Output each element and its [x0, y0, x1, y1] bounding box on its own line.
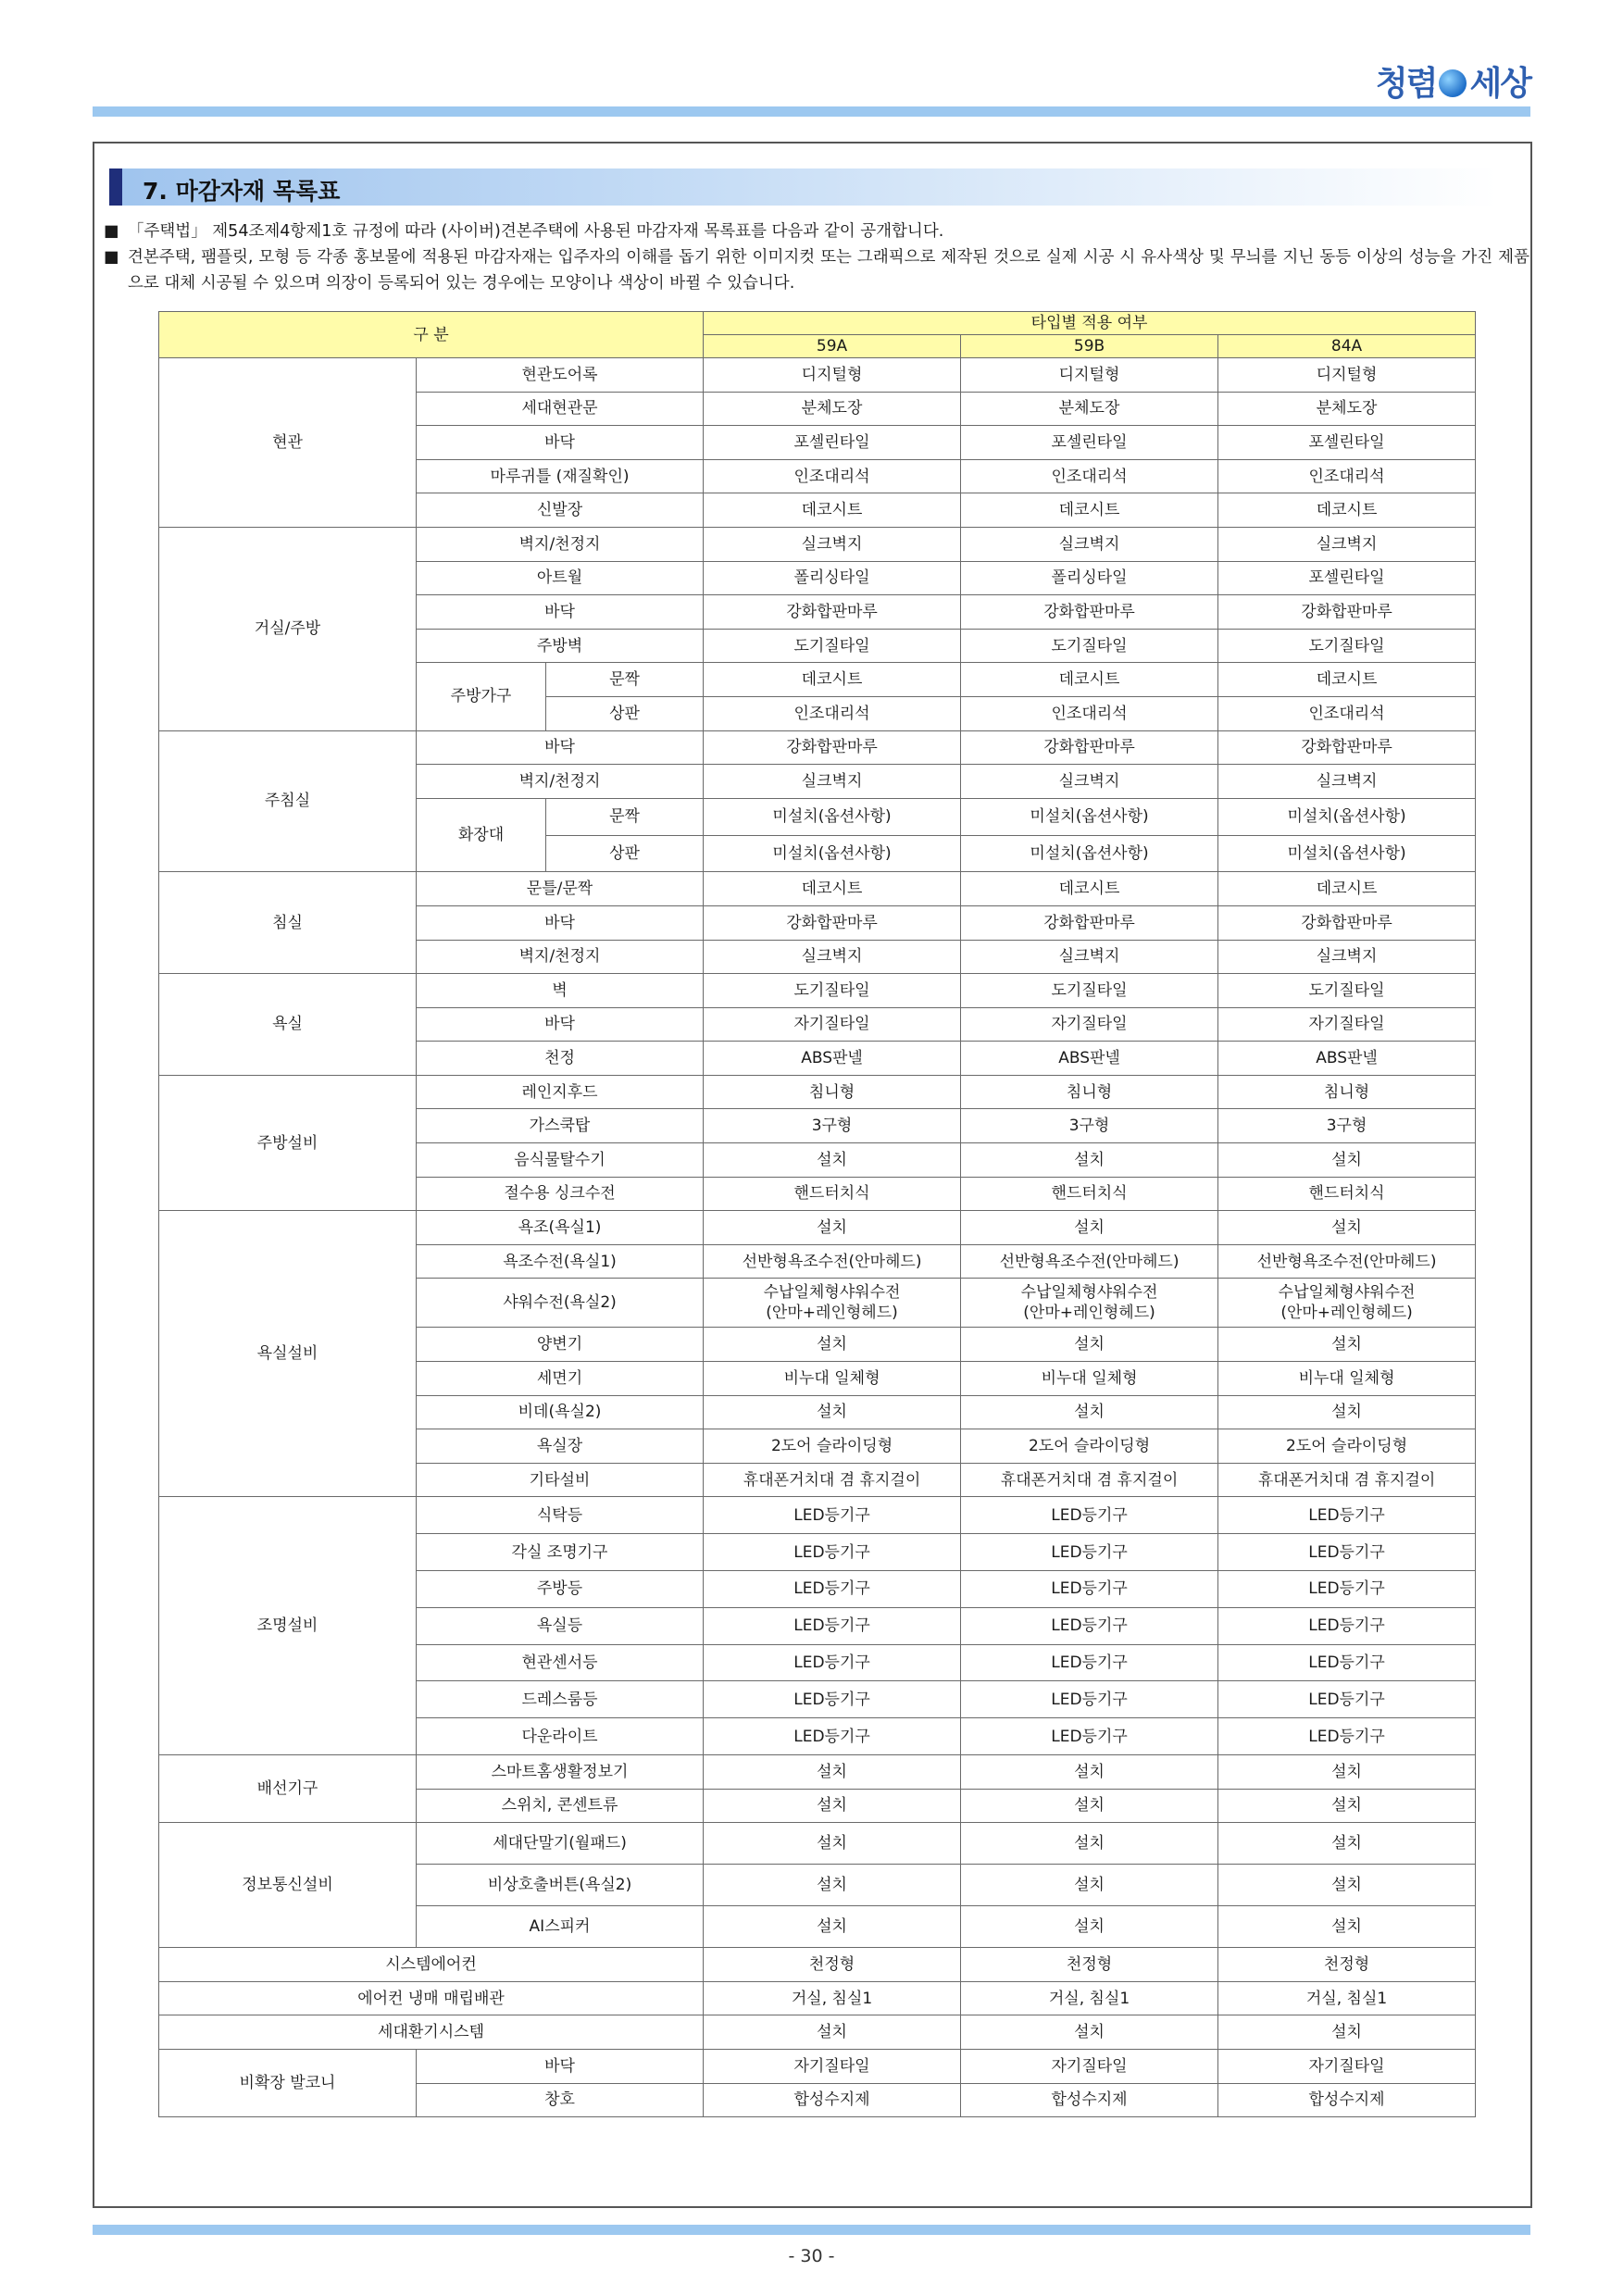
section-title: 7. 마감자재 목록표 — [143, 178, 341, 205]
item-cell: 바닥 — [417, 1007, 704, 1042]
item-cell: 바닥 — [417, 905, 704, 940]
item-cell: 문틀/문짝 — [417, 872, 704, 906]
value-cell: 자기질타일 — [961, 2049, 1218, 2083]
item-cell: 욕실장 — [417, 1429, 704, 1464]
item-cell: 천정 — [417, 1042, 704, 1076]
value-cell: 설치 — [1218, 1395, 1476, 1429]
note-text: 견본주택, 팸플릿, 모형 등 각종 홍보물에 적용된 마감자재는 입주자의 이해를 돕기 위한 이미지컷 또는 그래픽으로 제작된 것으로 실제 시공 시 유사색상 및 무늬를 지닌 동등 이상의 성능을 가진 제품으로 대체 시공될 수 있으며 의장이 등록되어 있는 경우에는 모양이나 색상이 바뀔 수 있습니다. — [128, 248, 1529, 293]
value-cell: LED등기구 — [1218, 1681, 1476, 1718]
value-cell: 강화합판마루 — [1218, 595, 1476, 630]
value-cell: LED등기구 — [1218, 1571, 1476, 1608]
value-cell: LED등기구 — [704, 1607, 961, 1644]
value-cell: 휴대폰거치대 겸 휴지걸이 — [704, 1463, 961, 1497]
value-cell: 인조대리석 — [961, 696, 1218, 730]
value-cell: 설치 — [961, 1395, 1218, 1429]
value-cell: 2도어 슬라이딩형 — [1218, 1429, 1476, 1464]
item-cell: AI스피커 — [417, 1906, 704, 1948]
value-cell: 설치 — [704, 1906, 961, 1948]
item-cell: 아트월 — [417, 561, 704, 595]
materials-table — [158, 311, 1476, 2117]
category-cell: 욕실 — [159, 974, 417, 1076]
value-cell: 도기질타일 — [1218, 629, 1476, 663]
sub-item-cell: 문짝 — [546, 663, 704, 697]
category-cell: 배선기구 — [159, 1754, 417, 1822]
value-cell: 실크벽지 — [961, 765, 1218, 799]
row-label: 에어컨 냉매 매립배관 — [159, 1981, 704, 2015]
value-cell: 설치 — [1218, 1211, 1476, 1245]
logo — [1376, 57, 1530, 105]
value-cell: 데코시트 — [961, 872, 1218, 906]
value-cell: 실크벽지 — [704, 527, 961, 561]
value-cell: 포셀린타일 — [1218, 561, 1476, 595]
table-row — [159, 1211, 1476, 1245]
category-cell: 주침실 — [159, 730, 417, 872]
table-row — [159, 2015, 1476, 2050]
table-row — [159, 1948, 1476, 1982]
sub-item-cell: 문짝 — [546, 798, 704, 835]
value-cell: 2도어 슬라이딩형 — [704, 1429, 961, 1464]
value-cell: 실크벽지 — [704, 940, 961, 974]
value-cell: 거실, 침실1 — [1218, 1981, 1476, 2015]
value-cell: 설치 — [961, 1865, 1218, 1906]
item-cell: 각실 조명기구 — [417, 1534, 704, 1571]
value-cell: 비누대 일체형 — [704, 1362, 961, 1396]
item-cell: 기타설비 — [417, 1463, 704, 1497]
value-cell: LED등기구 — [704, 1534, 961, 1571]
category-cell: 욕실설비 — [159, 1211, 417, 1497]
value-cell: 2도어 슬라이딩형 — [961, 1429, 1218, 1464]
value-cell: 3구형 — [1218, 1109, 1476, 1143]
value-cell: 천정형 — [1218, 1948, 1476, 1982]
value-cell: 3구형 — [961, 1109, 1218, 1143]
header-rule — [93, 106, 1530, 117]
value-cell: LED등기구 — [1218, 1607, 1476, 1644]
item-cell: 비데(욕실2) — [417, 1395, 704, 1429]
item-cell: 벽지/천정지 — [417, 765, 704, 799]
value-cell: 디지털형 — [1218, 358, 1476, 393]
item-cell: 바닥 — [417, 426, 704, 460]
value-cell: 미설치(옵션사항) — [1218, 835, 1476, 872]
value-cell: LED등기구 — [1218, 1534, 1476, 1571]
value-cell: 설치 — [704, 1395, 961, 1429]
item-cell: 벽지/천정지 — [417, 527, 704, 561]
value-cell: 강화합판마루 — [961, 905, 1218, 940]
value-cell: 자기질타일 — [1218, 2049, 1476, 2083]
value-cell: 인조대리석 — [704, 459, 961, 493]
item-cell: 비상호출버튼(욕실2) — [417, 1865, 704, 1906]
value-cell: LED등기구 — [961, 1571, 1218, 1608]
value-cell: 설치 — [1218, 1143, 1476, 1178]
item-cell: 다운라이트 — [417, 1718, 704, 1755]
category-cell: 거실/주방 — [159, 527, 417, 730]
sub-item-cell: 상판 — [546, 696, 704, 730]
table-row — [159, 872, 1476, 906]
item-cell: 음식물탈수기 — [417, 1143, 704, 1178]
value-cell: 강화합판마루 — [1218, 905, 1476, 940]
value-cell: 설치 — [1218, 1754, 1476, 1789]
value-cell: 미설치(옵션사항) — [704, 798, 961, 835]
value-cell: 도기질타일 — [1218, 974, 1476, 1008]
value-cell: 침니형 — [704, 1075, 961, 1109]
page-number: - 30 - — [788, 2246, 835, 2266]
value-cell: 선반형욕조수전(안마헤드) — [1218, 1244, 1476, 1279]
value-cell: 천정형 — [704, 1948, 961, 1982]
value-cell: 침니형 — [1218, 1075, 1476, 1109]
table-row — [159, 2049, 1476, 2083]
value-cell: 분체도장 — [961, 392, 1218, 426]
item-cell: 바닥 — [417, 595, 704, 630]
value-cell: 설치 — [704, 1328, 961, 1362]
value-cell: 실크벽지 — [704, 765, 961, 799]
value-cell: 수납일체형샤워수전 (안마+레인형헤드) — [1218, 1279, 1476, 1328]
value-cell: 수납일체형샤워수전 (안마+레인형헤드) — [704, 1279, 961, 1328]
value-cell: 인조대리석 — [1218, 696, 1476, 730]
logo-text-left: 청렴 — [1375, 65, 1437, 103]
item-cell: 창호 — [417, 2083, 704, 2117]
notes — [104, 218, 1529, 296]
table-row — [159, 527, 1476, 561]
item-cell: 스마트홈생활정보기 — [417, 1754, 704, 1789]
value-cell: 설치 — [961, 1143, 1218, 1178]
value-cell: 설치 — [1218, 1906, 1476, 1948]
value-cell: LED등기구 — [704, 1497, 961, 1534]
square-bullet-icon: ■ — [104, 222, 119, 241]
value-cell: LED등기구 — [961, 1718, 1218, 1755]
value-cell: 데코시트 — [704, 872, 961, 906]
value-cell: 3구형 — [704, 1109, 961, 1143]
value-cell: 선반형욕조수전(안마헤드) — [704, 1244, 961, 1279]
value-cell: 침니형 — [961, 1075, 1218, 1109]
value-cell: 비누대 일체형 — [1218, 1362, 1476, 1396]
item-cell: 가스쿡탑 — [417, 1109, 704, 1143]
value-cell: 실크벽지 — [1218, 765, 1476, 799]
value-cell: 설치 — [961, 2015, 1218, 2050]
category-cell: 주방설비 — [159, 1075, 417, 1210]
value-cell: 핸드터치식 — [704, 1177, 961, 1211]
table-row — [159, 1823, 1476, 1865]
value-cell: 설치 — [704, 2015, 961, 2050]
category-cell: 비확장 발코니 — [159, 2049, 417, 2116]
value-cell: LED등기구 — [961, 1644, 1218, 1681]
item-cell: 주방등 — [417, 1571, 704, 1608]
value-cell: 미설치(옵션사항) — [961, 835, 1218, 872]
value-cell: 합성수지제 — [1218, 2083, 1476, 2117]
value-cell: 선반형욕조수전(안마헤드) — [961, 1244, 1218, 1279]
category-cell: 조명설비 — [159, 1497, 417, 1755]
header-type: 59B — [961, 335, 1218, 358]
value-cell: LED등기구 — [1218, 1644, 1476, 1681]
value-cell: LED등기구 — [704, 1681, 961, 1718]
value-cell: 강화합판마루 — [1218, 730, 1476, 765]
item-cell: 욕조수전(욕실1) — [417, 1244, 704, 1279]
section-heading — [109, 168, 1498, 206]
value-cell: 도기질타일 — [961, 629, 1218, 663]
subcategory-cell: 화장대 — [417, 798, 546, 872]
value-cell: LED등기구 — [961, 1497, 1218, 1534]
table-row — [159, 1754, 1476, 1789]
value-cell: 포셀린타일 — [1218, 426, 1476, 460]
value-cell: LED등기구 — [1218, 1718, 1476, 1755]
value-cell: 실크벽지 — [1218, 527, 1476, 561]
subcategory-cell: 주방가구 — [417, 663, 546, 730]
item-cell: 신발장 — [417, 493, 704, 528]
value-cell: ABS판넬 — [704, 1042, 961, 1076]
value-cell: 도기질타일 — [704, 629, 961, 663]
value-cell: 데코시트 — [961, 493, 1218, 528]
value-cell: 설치 — [961, 1754, 1218, 1789]
row-label: 세대환기시스템 — [159, 2015, 704, 2050]
value-cell: 강화합판마루 — [961, 595, 1218, 630]
item-cell: 양변기 — [417, 1328, 704, 1362]
value-cell: 거실, 침실1 — [704, 1981, 961, 2015]
value-cell: 설치 — [704, 1865, 961, 1906]
value-cell: 자기질타일 — [961, 1007, 1218, 1042]
item-cell: 현관센서등 — [417, 1644, 704, 1681]
value-cell: 설치 — [1218, 2015, 1476, 2050]
item-cell: 바닥 — [417, 730, 704, 765]
value-cell: 자기질타일 — [704, 2049, 961, 2083]
value-cell: 실크벽지 — [961, 940, 1218, 974]
item-cell: 스위치, 콘센트류 — [417, 1789, 704, 1823]
item-cell: 마루귀틀 (재질확인) — [417, 459, 704, 493]
value-cell: 강화합판마루 — [704, 595, 961, 630]
value-cell: 설치 — [961, 1906, 1218, 1948]
value-cell: 설치 — [961, 1328, 1218, 1362]
table-row — [159, 1981, 1476, 2015]
value-cell: 수납일체형샤워수전 (안마+레인형헤드) — [961, 1279, 1218, 1328]
value-cell: 포셀린타일 — [704, 426, 961, 460]
value-cell: 합성수지제 — [704, 2083, 961, 2117]
value-cell: 데코시트 — [1218, 493, 1476, 528]
value-cell: 인조대리석 — [961, 459, 1218, 493]
value-cell: 천정형 — [961, 1948, 1218, 1982]
value-cell: 설치 — [704, 1143, 961, 1178]
value-cell: 포셀린타일 — [961, 426, 1218, 460]
heading-marker — [109, 168, 122, 206]
header-category: 구 분 — [159, 312, 704, 358]
value-cell: LED등기구 — [704, 1571, 961, 1608]
value-cell: 설치 — [1218, 1865, 1476, 1906]
row-label: 시스템에어컨 — [159, 1948, 704, 1982]
note-text: 「주택법」 제54조제4항제1호 규정에 따라 (사이버)견본주택에 사용된 마감자재 목록표를 다음과 같이 공개합니다. — [128, 222, 944, 241]
value-cell: 인조대리석 — [1218, 459, 1476, 493]
value-cell: 인조대리석 — [704, 696, 961, 730]
logo-text-right: 세상 — [1469, 65, 1530, 103]
value-cell: 설치 — [704, 1211, 961, 1245]
item-cell: 드레스룸등 — [417, 1681, 704, 1718]
item-cell: 벽 — [417, 974, 704, 1008]
value-cell: 미설치(옵션사항) — [1218, 798, 1476, 835]
value-cell: LED등기구 — [961, 1681, 1218, 1718]
item-cell: 욕실등 — [417, 1607, 704, 1644]
item-cell: 현관도어록 — [417, 358, 704, 393]
item-cell: 벽지/천정지 — [417, 940, 704, 974]
note-line — [104, 244, 1529, 296]
item-cell: 세대단말기(월패드) — [417, 1823, 704, 1865]
category-cell: 현관 — [159, 358, 417, 528]
value-cell: 도기질타일 — [704, 974, 961, 1008]
square-bullet-icon: ■ — [104, 248, 119, 267]
table-row — [159, 730, 1476, 765]
globe-icon — [1439, 69, 1467, 97]
value-cell: ABS판넬 — [961, 1042, 1218, 1076]
item-cell: 바닥 — [417, 2049, 704, 2083]
value-cell: 설치 — [704, 1823, 961, 1865]
value-cell: 자기질타일 — [1218, 1007, 1476, 1042]
value-cell: 폴리싱타일 — [961, 561, 1218, 595]
value-cell: 데코시트 — [961, 663, 1218, 697]
header-type-group: 타입별 적용 여부 — [704, 312, 1476, 335]
category-cell: 침실 — [159, 872, 417, 974]
value-cell: 설치 — [961, 1823, 1218, 1865]
item-cell: 절수용 싱크수전 — [417, 1177, 704, 1211]
value-cell: 거실, 침실1 — [961, 1981, 1218, 2015]
item-cell: 샤워수전(욕실2) — [417, 1279, 704, 1328]
value-cell: 비누대 일체형 — [961, 1362, 1218, 1396]
item-cell: 식탁등 — [417, 1497, 704, 1534]
value-cell: 강화합판마루 — [961, 730, 1218, 765]
sub-item-cell: 상판 — [546, 835, 704, 872]
value-cell: 설치 — [1218, 1328, 1476, 1362]
value-cell: LED등기구 — [704, 1644, 961, 1681]
value-cell: 설치 — [704, 1754, 961, 1789]
table-row — [159, 358, 1476, 393]
value-cell: 데코시트 — [1218, 663, 1476, 697]
item-cell: 세대현관문 — [417, 392, 704, 426]
value-cell: LED등기구 — [961, 1534, 1218, 1571]
value-cell: 설치 — [704, 1789, 961, 1823]
value-cell: ABS판넬 — [1218, 1042, 1476, 1076]
value-cell: 설치 — [1218, 1789, 1476, 1823]
footer-rule — [93, 2225, 1530, 2235]
value-cell: 미설치(옵션사항) — [704, 835, 961, 872]
table-row — [159, 1497, 1476, 1534]
value-cell: 핸드터치식 — [1218, 1177, 1476, 1211]
value-cell: 폴리싱타일 — [704, 561, 961, 595]
value-cell: 데코시트 — [704, 493, 961, 528]
category-cell: 정보통신설비 — [159, 1823, 417, 1948]
value-cell: 휴대폰거치대 겸 휴지걸이 — [1218, 1463, 1476, 1497]
header-type: 84A — [1218, 335, 1476, 358]
value-cell: 데코시트 — [704, 663, 961, 697]
value-cell: 도기질타일 — [961, 974, 1218, 1008]
item-cell: 욕조(욕실1) — [417, 1211, 704, 1245]
value-cell: 강화합판마루 — [704, 730, 961, 765]
value-cell: LED등기구 — [704, 1718, 961, 1755]
header-type: 59A — [704, 335, 961, 358]
value-cell: 디지털형 — [961, 358, 1218, 393]
value-cell: 미설치(옵션사항) — [961, 798, 1218, 835]
table-body — [159, 358, 1476, 2117]
value-cell: 합성수지제 — [961, 2083, 1218, 2117]
value-cell: 설치 — [961, 1789, 1218, 1823]
value-cell: 실크벽지 — [961, 527, 1218, 561]
value-cell: 데코시트 — [1218, 872, 1476, 906]
item-cell: 세면기 — [417, 1362, 704, 1396]
value-cell: 휴대폰거치대 겸 휴지걸이 — [961, 1463, 1218, 1497]
value-cell: 분체도장 — [1218, 392, 1476, 426]
note-line — [104, 218, 1529, 244]
item-cell: 주방벽 — [417, 629, 704, 663]
table-row — [159, 1075, 1476, 1109]
value-cell: 실크벽지 — [1218, 940, 1476, 974]
table-row — [159, 974, 1476, 1008]
value-cell: 분체도장 — [704, 392, 961, 426]
value-cell: LED등기구 — [961, 1607, 1218, 1644]
value-cell: 자기질타일 — [704, 1007, 961, 1042]
value-cell: 설치 — [961, 1211, 1218, 1245]
value-cell: 디지털형 — [704, 358, 961, 393]
item-cell: 레인지후드 — [417, 1075, 704, 1109]
value-cell: LED등기구 — [1218, 1497, 1476, 1534]
value-cell: 설치 — [1218, 1823, 1476, 1865]
value-cell: 강화합판마루 — [704, 905, 961, 940]
value-cell: 핸드터치식 — [961, 1177, 1218, 1211]
